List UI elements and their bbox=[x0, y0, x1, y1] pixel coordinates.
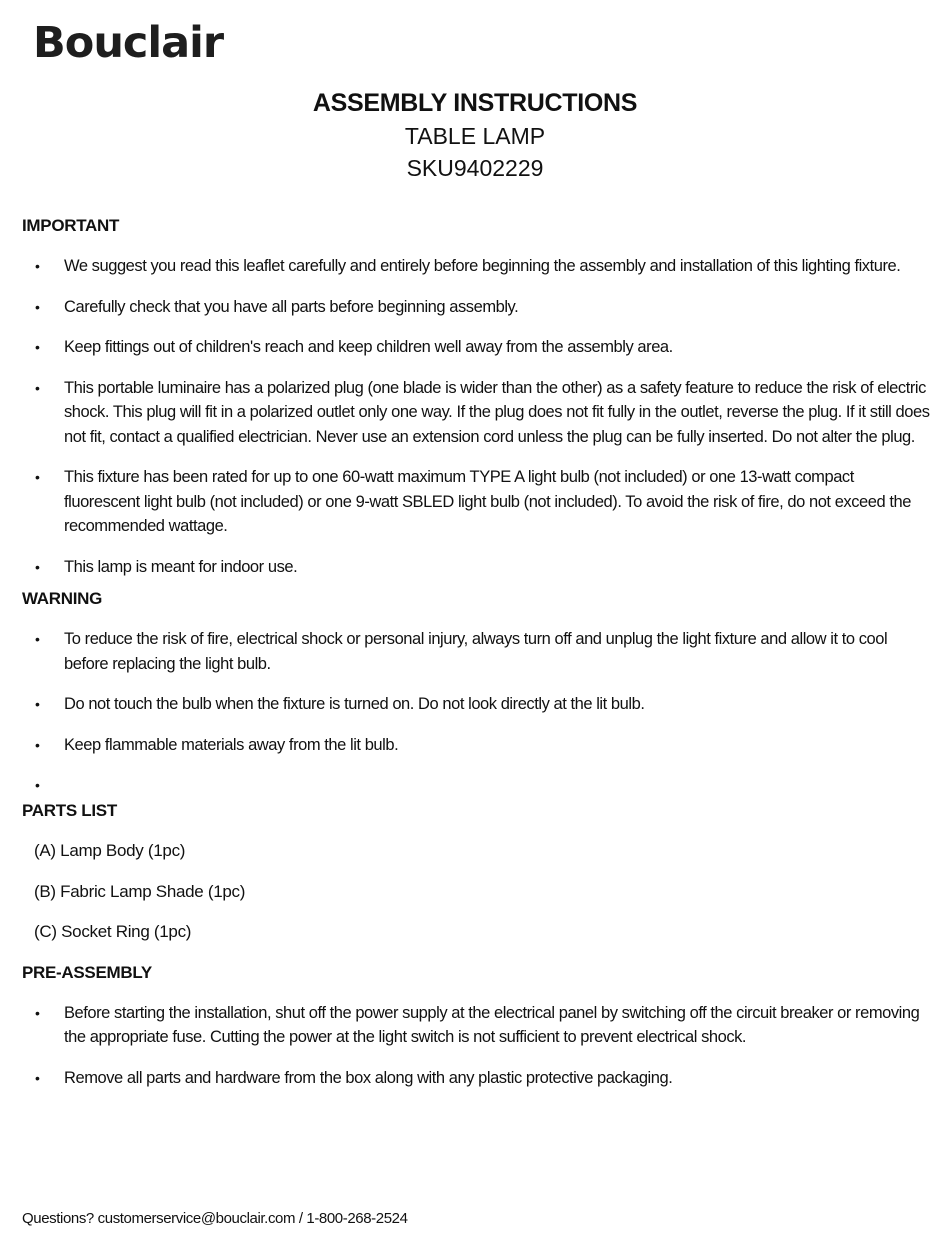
list-item-empty bbox=[22, 773, 932, 797]
bullet-icon: • bbox=[35, 736, 40, 753]
list-item-text: Keep flammable materials away from the lit bulb. bbox=[64, 735, 399, 754]
document-body bbox=[22, 214, 932, 1090]
list-item-text: Before starting the installation, shut off the power supply at the electrical panel by switching off the circuit breaker or removing the appropriate fuse. Cutting the power at the light switch is not sufficient to prevent electrical shock. bbox=[64, 1003, 920, 1046]
bullet-icon: • bbox=[35, 631, 40, 647]
list-item-text: Carefully check that you have all parts before beginning assembly. bbox=[64, 297, 519, 316]
bullet-icon: • bbox=[35, 298, 40, 315]
bullet-icon: • bbox=[35, 558, 40, 575]
part-item: (A) Lamp Body (1pc) bbox=[34, 841, 186, 860]
list-item-text: This lamp is meant for indoor use. bbox=[64, 557, 298, 576]
bullet-icon: • bbox=[35, 258, 40, 274]
parts-list bbox=[22, 839, 932, 944]
list-item bbox=[22, 465, 932, 539]
bullet-icon: • bbox=[35, 1069, 40, 1086]
part-item: (B) Fabric Lamp Shade (1pc) bbox=[34, 881, 246, 901]
pre-assembly-list bbox=[22, 1001, 932, 1091]
list-item bbox=[22, 555, 932, 580]
list-item bbox=[22, 1001, 932, 1050]
list-item bbox=[22, 1066, 932, 1091]
section-heading-warning: WARNING bbox=[22, 589, 103, 608]
bullet-icon: • bbox=[35, 777, 40, 793]
list-item bbox=[22, 254, 932, 279]
brand-logo: Bouclair bbox=[33, 18, 224, 68]
list-item bbox=[22, 335, 932, 360]
list-item-text: We suggest you read this leaflet carefully and entirely before beginning the assembly and installation of this lighting fixture. bbox=[64, 257, 901, 275]
list-item bbox=[22, 733, 932, 758]
document-title: ASSEMBLY INSTRUCTIONS bbox=[312, 89, 638, 117]
list-item bbox=[22, 692, 932, 717]
part-item: (C) Socket Ring (1pc) bbox=[34, 922, 192, 941]
bullet-icon: • bbox=[35, 1004, 40, 1021]
product-sku: SKU9402229 bbox=[406, 155, 544, 181]
document-header bbox=[0, 86, 950, 184]
bullet-icon: • bbox=[35, 379, 40, 396]
list-item-text: Keep fittings out of children's reach and keep children well away from the assembly area. bbox=[64, 338, 673, 356]
section-heading-parts-list: PARTS LIST bbox=[22, 801, 117, 820]
list-item bbox=[22, 376, 932, 450]
list-item-text: This portable luminaire has a polarized plug (one blade is wider than the other) as a safety feature to reduce the risk of electric shock. This plug will fit in a polarized outlet only one way. If the plug does not fit fully in the outlet, reverse the plug. If it still does not fit, contact a qualified electrician. Never use an extension cord unless the plug can be fully inserted. Do not alter the plug. bbox=[64, 378, 930, 446]
section-important bbox=[22, 214, 932, 579]
section-heading-pre-assembly: PRE-ASSEMBLY bbox=[22, 962, 152, 982]
important-list bbox=[22, 254, 932, 579]
list-item-text: Remove all parts and hardware from the box along with any plastic protective packaging. bbox=[64, 1068, 673, 1087]
warning-list bbox=[22, 627, 932, 797]
section-pre-assembly bbox=[22, 961, 932, 1091]
list-item bbox=[22, 295, 932, 320]
section-warning bbox=[22, 587, 932, 797]
list-item-text: This fixture has been rated for up to one 60-watt maximum TYPE A light bulb (not included) or one 13-watt compact fluorescent light bulb (not included) or one 9-watt SBLED light bulb (not included). To avoid the risk of fire, do not exceed the recommended wattage. bbox=[64, 468, 911, 535]
product-name: TABLE LAMP bbox=[404, 123, 546, 149]
list-item bbox=[22, 627, 932, 676]
bullet-icon: • bbox=[35, 339, 40, 355]
section-heading-important: IMPORTANT bbox=[22, 216, 120, 235]
list-item-text: Do not touch the bulb when the fixture is turned on. Do not look directly at the lit bulb. bbox=[64, 695, 645, 713]
section-parts-list bbox=[22, 799, 932, 944]
footer-contact: Questions? customerservice@bouclair.com / 1-800-268-2524 bbox=[22, 1210, 408, 1227]
bullet-icon: • bbox=[35, 696, 40, 712]
list-item-text: To reduce the risk of fire, electrical shock or personal injury, always turn off and unplug the light fixture and allow it to cool before replacing the light bulb. bbox=[64, 630, 888, 673]
bullet-icon: • bbox=[35, 469, 40, 485]
